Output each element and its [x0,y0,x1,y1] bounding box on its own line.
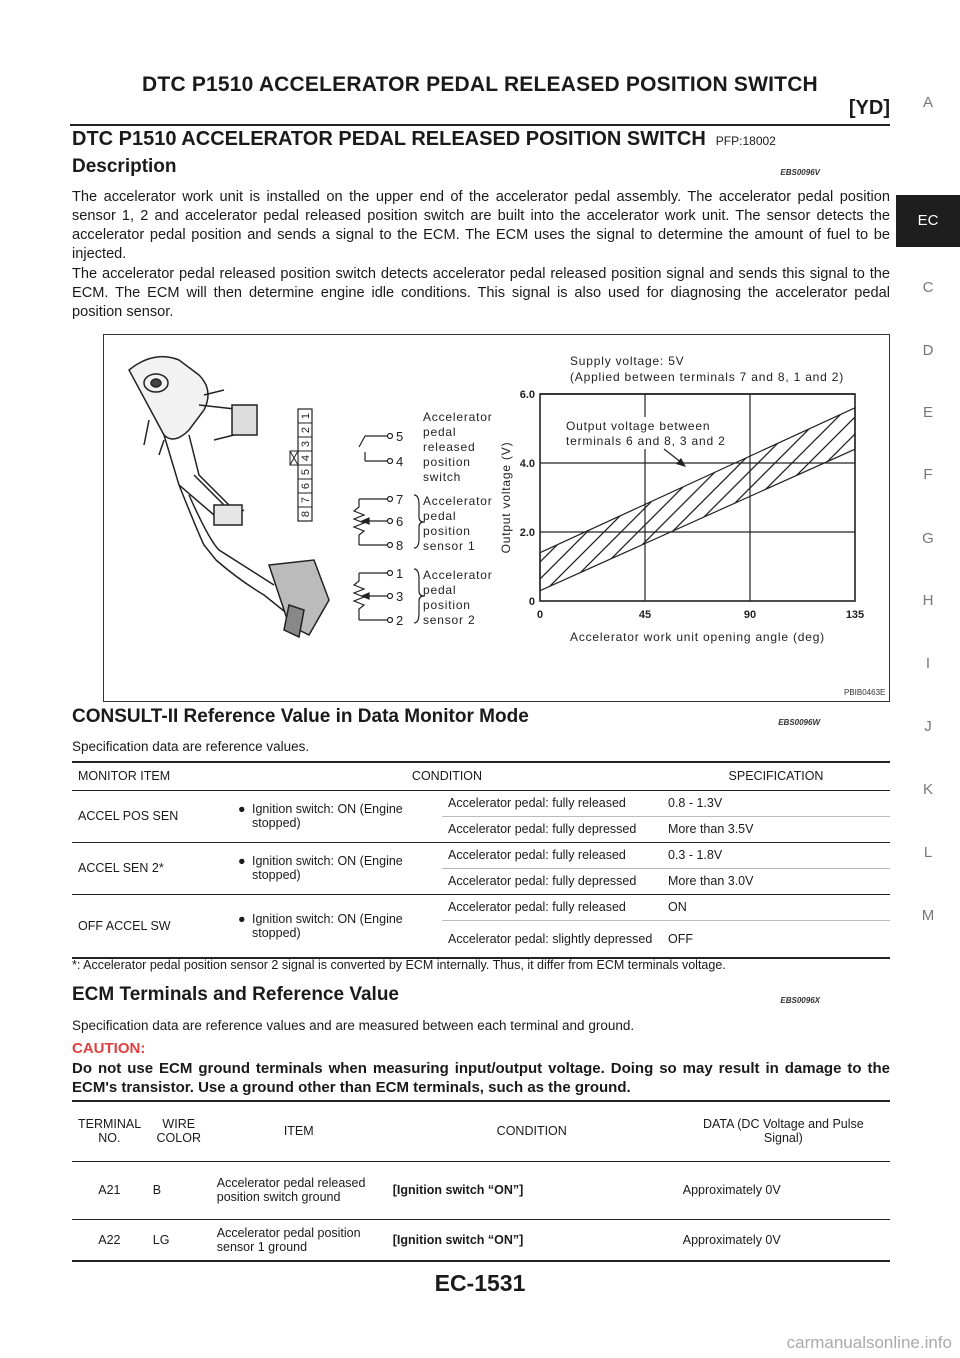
description-heading-text: Description [72,156,177,177]
data-value: Approximately 0V [682,1183,781,1197]
specification: OFF [668,931,693,946]
switch-label-line-1: Accelerator [423,410,493,424]
description-paragraph-1: The accelerator work unit is installed on the upper end of the accelerator pedal assembly. The accelerator pedal position sensor 1, 2 and accelerator pedal released position switch are built into the accelerator work unit. The sensor detects the accelerator pedal position and sends a signal to the ECM. The ECM uses the signal to determine the amount of fuel to be injected. [72,189,890,262]
sensor2-label-line-4: sensor 2 [423,613,476,627]
header-condition: CONDITION [411,769,483,784]
sub-condition: Accelerator pedal: fully depressed [448,822,637,836]
consult-intro: Specification data are reference values. [72,739,310,754]
figure-code: PBIB0463E [844,688,886,697]
sub-condition: Accelerator pedal: fully released [448,796,626,810]
sensor1-pin-8: 8 [396,538,404,553]
y-axis-label: Output voltage (V) [499,441,513,554]
index-tab-k[interactable]: K [922,781,933,798]
x-tick-label: 135 [845,609,865,621]
x-tick-label: 45 [638,609,652,621]
supply-label-line-1: Supply voltage: 5V [570,354,685,368]
sub-condition: Accelerator pedal: fully depressed [448,874,637,888]
section-title-text: DTC P1510 ACCELERATOR PEDAL RELEASED POSITION SWITCH [72,128,706,150]
index-tab-g[interactable]: G [922,530,934,547]
ecm-intro: Specification data are reference values and are measured between each terminal and ground. [72,1018,635,1033]
condition-text: Ignition switch: ON (Engine stopped) [252,911,403,940]
specification: More than 3.5V [668,822,754,836]
sensor1-label-line-2: pedal [423,509,457,523]
figure-frame [103,334,890,702]
consult-code: EBS0096W [778,718,820,727]
terminal-no: A21 [98,1183,121,1197]
index-tab-m[interactable]: M [921,907,935,924]
connector-pin-2: 2 [300,426,312,434]
consult-header-row [72,762,890,790]
part-number: PFP:18002 [715,134,776,148]
monitor-item: ACCEL POS SEN [78,809,179,823]
condition-text: Ignition switch: ON (Engine stopped) [252,802,403,830]
table-row [72,894,890,920]
condition: [Ignition switch “ON”] [392,1183,524,1197]
consult-heading [72,706,890,728]
sub-condition: Accelerator pedal: fully released [448,848,626,862]
table-row [72,790,890,816]
header-item: ITEM [283,1124,314,1139]
index-tab-l[interactable]: L [923,844,933,861]
specification: 0.8 - 1.3V [668,796,723,810]
data-value: Approximately 0V [682,1232,781,1247]
running-header-title: DTC P1510 ACCELERATOR PEDAL RELEASED POSITION SWITCH [142,73,818,96]
x-tick-label: 90 [743,609,757,621]
sub-condition: Accelerator pedal: slightly depressed [448,931,653,946]
index-tab-d[interactable]: D [922,342,934,359]
item: Accelerator pedal position sensor 1 ground [216,1225,361,1254]
index-tab-j[interactable]: J [924,718,932,735]
ecm-table [72,1100,890,1262]
sensor1-label-line-1: Accelerator [423,494,493,508]
header-data: DATA (DC Voltage and Pulse Signal) [703,1117,864,1146]
caution-text: Do not use ECM ground terminals when measuring input/output voltage. Doing so may result in damage to the ECM's transistor. Use a ground other than ECM terminals, such as the ground. [72,1060,890,1096]
header-condition: CONDITION [496,1124,567,1139]
output-label-line-1: Output voltage between [566,419,711,433]
schematic [354,434,424,624]
monitor-item: ACCEL SEN 2* [78,861,164,875]
header-rule [70,124,890,126]
table-row [72,1219,890,1261]
index-tab-c[interactable]: C [922,279,934,296]
y-tick-label: 4.0 [519,458,535,470]
consult-footnote: *: Accelerator pedal position sensor 2 signal is converted by ECM internally. Thus, it differ from ECM terminals voltage. [72,958,726,972]
sensor1-label-line-3: position [423,524,471,538]
specification: More than 3.0V [668,874,754,888]
description-heading [72,156,890,178]
ecm-heading-text: ECM Terminals and Reference Value [72,984,399,1005]
connector-pin-3: 3 [300,440,312,448]
connector [290,409,312,521]
connector-pin-5: 5 [300,468,312,476]
section-index [896,0,960,1000]
sensor1-pin-6: 6 [396,514,404,529]
header-monitor-item: MONITOR ITEM [78,769,171,784]
sensor2-pin-2: 2 [396,613,404,628]
output-label-line-2: terminals 6 and 8, 3 and 2 [566,434,726,448]
description-paragraph-2: The accelerator pedal released position switch detects accelerator pedal released position signal and sends this signal to the ECM. The ECM will then determine engine idle conditions. This signal is also used for diagnosing the accelerator pedal position sensor. [72,266,890,320]
condition-cell: ● Ignition switch: ON (Engine stopped) [232,790,442,842]
sub-condition: Accelerator pedal: fully released [448,900,626,914]
caution-label: CAUTION: [72,1040,146,1057]
table-row [72,842,890,868]
specification: 0.3 - 1.8V [668,848,723,862]
index-tab-ec[interactable]: EC [896,195,960,247]
connector-pin-4: 4 [300,454,312,462]
model-code: [YD] [848,97,890,119]
footer-watermark: carmanualsonline.info [786,1333,952,1352]
component-labels [423,410,493,627]
connector-pin-1: 1 [300,412,312,420]
page-number: EC-1531 [434,1270,526,1296]
index-tab-e[interactable]: E [922,404,933,421]
condition-cell: ● Ignition switch: ON (Engine stopped) [232,894,442,958]
section-title [72,128,776,151]
sensor1-label-line-4: sensor 1 [423,539,476,553]
x-tick-label: 0 [536,609,544,621]
header-terminal-no: TERMINAL NO. [78,1117,142,1146]
consult-table [72,761,890,959]
sensor2-pin-1: 1 [396,566,404,581]
switch-pin-5: 5 [396,429,404,444]
supply-label-line-2: (Applied between terminals 7 and 8, 1 and 2) [570,370,845,384]
y-tick-label: 2.0 [519,527,535,539]
specification: ON [668,900,687,914]
switch-label-line-2: pedal [423,425,457,439]
ecm-code: EBS0096X [780,996,820,1005]
switch-pin-4: 4 [396,454,404,469]
index-tab-a[interactable]: A [922,94,933,111]
connector-pin-6: 6 [300,482,312,490]
sensor2-label-line-1: Accelerator [423,568,493,582]
monitor-item: OFF ACCEL SW [78,918,171,933]
switch-label-line-4: position [423,455,471,469]
sensor1-pin-7: 7 [396,492,404,507]
ecm-heading [72,984,890,1006]
condition-cell: ● Ignition switch: ON (Engine stopped) [232,842,442,894]
sensor2-label-line-3: position [423,598,471,612]
terminal-no: A22 [98,1232,121,1247]
header-wire-color: WIRE COLOR [156,1117,201,1146]
connector-pin-7: 7 [300,496,312,504]
description-code: EBS0096V [780,168,820,177]
index-tab-h[interactable]: H [922,592,934,609]
switch-label-line-5: switch [423,470,462,484]
condition-text: Ignition switch: ON (Engine stopped) [252,854,403,882]
wire-color: B [152,1183,162,1197]
index-tab-f[interactable]: F [923,466,933,483]
header-specification: SPECIFICATION [728,769,824,784]
y-tick-label: 6.0 [519,389,535,401]
switch-label-line-3: released [423,440,476,454]
index-tab-i[interactable]: I [925,655,931,672]
sensor2-label-line-2: pedal [423,583,457,597]
pin-labels [396,429,403,628]
sensor2-pin-3: 3 [396,589,404,604]
x-axis-label: Accelerator work unit opening angle (deg) [570,630,825,644]
figure-svg [104,335,888,700]
consult-heading-text: CONSULT-II Reference Value in Data Monitor Mode [72,706,529,727]
wire-color: LG [152,1232,170,1247]
item: Accelerator pedal released position switch ground [216,1176,366,1204]
table-row [72,1161,890,1219]
condition: [Ignition switch “ON”] [392,1232,524,1247]
ecm-header-row [72,1101,890,1161]
y-tick-label: 0 [528,596,535,608]
connector-pin-8: 8 [300,510,312,518]
